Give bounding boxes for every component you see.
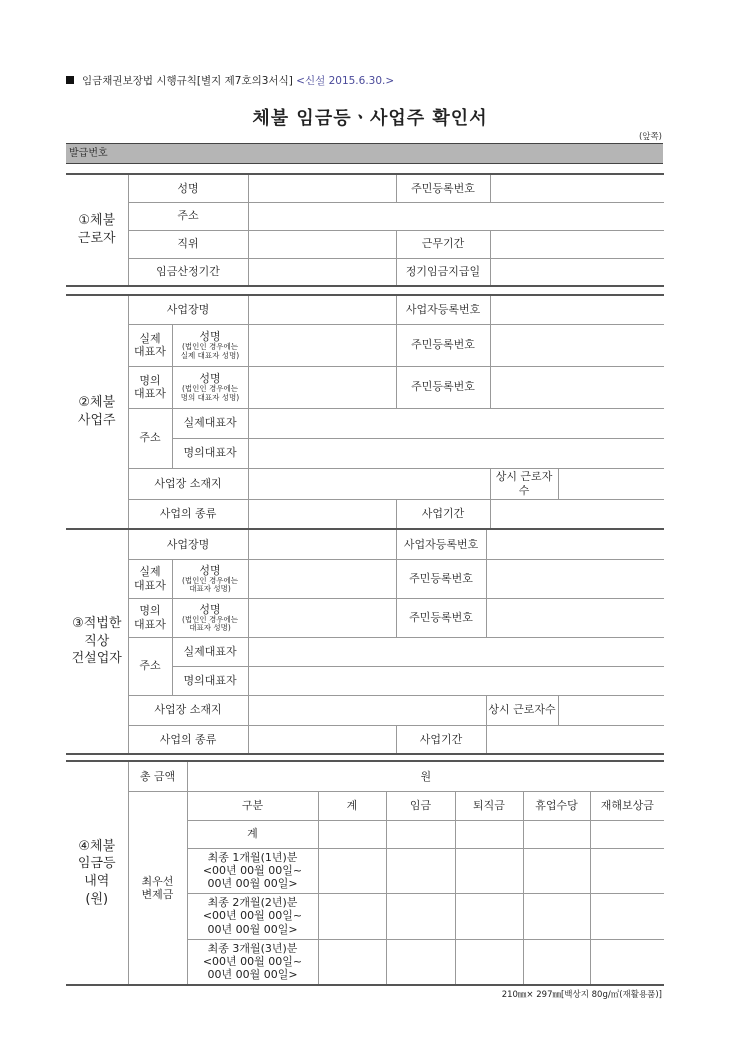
section3-title-c: 건설업자 (71, 651, 122, 667)
contractor-nominal-rep-address-field[interactable] (248, 666, 664, 695)
section-unpaid-wages (66, 760, 664, 986)
cell[interactable] (523, 848, 590, 893)
cell[interactable] (386, 848, 455, 893)
section2-title-a: ②체불 (78, 395, 116, 411)
label-biz-period: 사업기간 (396, 499, 490, 529)
section1-title (66, 174, 128, 286)
section-employer (66, 294, 664, 530)
label-biz-period: 사업기간 (396, 725, 486, 754)
label-biz-type: 사업의 종류 (128, 499, 248, 529)
label-actual-rep (128, 324, 172, 366)
paper-spec: 210㎜× 297㎜[백상지 80g/㎡(재활용품)] (501, 990, 662, 1000)
row2-a: 최종 2개월(2년)분 (207, 896, 298, 910)
col-category: 구분 (187, 791, 318, 820)
label-address: 주소 (128, 408, 172, 468)
nominal-rep-a: 명의 (139, 373, 161, 387)
biz-type-field[interactable] (248, 499, 396, 529)
location-field[interactable] (248, 468, 490, 499)
contractor-nominal-rep-name-field[interactable] (248, 598, 396, 637)
actual-name-label: 성명 (199, 330, 221, 344)
label-actual-rep (128, 559, 172, 598)
label-workers: 상시 근로자수 (486, 695, 558, 725)
nominal-name-label: 성명 (199, 372, 221, 386)
row1-label (187, 848, 318, 893)
contractor-biz-reg-no-field[interactable] (486, 529, 664, 559)
label-name: 성명 (128, 174, 248, 202)
new-note: <신설 2015.6.30.> (296, 75, 395, 87)
cell[interactable] (455, 939, 523, 985)
label-location: 사업장 소재지 (128, 468, 248, 499)
priority-a: 최우선 (141, 874, 174, 888)
cell[interactable] (386, 820, 455, 848)
row1-a: 최종 1개월(1년)분 (207, 850, 298, 864)
workplace-name-field[interactable] (248, 295, 396, 324)
work-period-field[interactable] (490, 230, 664, 258)
section1-title-b: 근로자 (77, 231, 116, 246)
cell[interactable] (318, 939, 386, 985)
contractor-biz-type-field[interactable] (248, 725, 396, 754)
col-leave: 휴업수당 (523, 791, 590, 820)
label-total: 총 금액 (128, 761, 187, 791)
nominal-name-label: 성명 (199, 602, 221, 616)
law-reference-text: 임금채권보장법 시행규칙[별지 제7호의3서식] (82, 75, 293, 87)
section3-title-a: ③적법한 (72, 616, 122, 632)
nominal-rep-id-field[interactable] (490, 366, 664, 408)
label-pay-day: 정기임금지급일 (396, 258, 490, 286)
label-position: 직위 (128, 230, 248, 258)
section-worker (66, 173, 664, 287)
workers-field[interactable] (558, 468, 664, 499)
nominal-rep-b: 대표자 (134, 387, 166, 400)
label-workplace-name: 사업장명 (128, 295, 248, 324)
section4-title-c: 내역 (84, 874, 110, 889)
pay-day-field[interactable] (490, 258, 664, 286)
contractor-location-field[interactable] (248, 695, 486, 725)
cell[interactable] (590, 893, 664, 939)
row2-label (187, 893, 318, 939)
worker-id-field[interactable] (490, 174, 664, 202)
section4-title-d: (원) (85, 891, 109, 907)
actual-note-b: 실제 대표자 성명) (180, 350, 240, 360)
contractor-actual-rep-name-field[interactable] (248, 559, 396, 598)
actual-note-a: (법인인 경우에는 (181, 575, 239, 585)
row3-c: 00년 00월 00일> (207, 968, 298, 982)
label-actual-name (172, 324, 248, 366)
section1-title-a: ①체불 (78, 213, 116, 229)
cell[interactable] (590, 820, 664, 848)
won-unit: 원 (420, 769, 432, 783)
row3-label (187, 939, 318, 985)
front-page-label: (앞쪽) (638, 132, 662, 142)
actual-note-a: (법인인 경우에는 (181, 342, 239, 352)
label-workplace-name: 사업장명 (128, 529, 248, 559)
label-work-period: 근무기간 (396, 230, 490, 258)
label-nominal-rep (128, 598, 172, 637)
label-workers: 상시 근로자수 (490, 468, 558, 499)
contractor-actual-rep-id-field[interactable] (486, 559, 664, 598)
row2-b: <00년 00월 00일~ (202, 909, 303, 923)
cell[interactable] (455, 893, 523, 939)
section2-title (66, 295, 128, 529)
label-address: 주소 (128, 637, 172, 695)
row3-b: <00년 00월 00일~ (202, 955, 303, 969)
label-nominal-rep-address: 명의대표자 (172, 438, 248, 468)
nominal-rep-address-field[interactable] (248, 438, 664, 468)
square-bullet-icon (66, 76, 74, 84)
col-disaster: 재해보상금 (590, 791, 664, 820)
label-nominal-rep (128, 366, 172, 408)
contractor-workers-field[interactable] (558, 695, 664, 725)
label-nominal-name (172, 366, 248, 408)
label-id: 주민등록번호 (396, 174, 490, 202)
row-sum-label: 계 (187, 820, 318, 848)
law-reference (66, 73, 394, 88)
label-actual-rep-address: 실제대표자 (172, 637, 248, 666)
row1-c: 00년 00월 00일> (207, 877, 298, 891)
label-actual-rep-address: 실제대표자 (172, 408, 248, 438)
section4-title (66, 761, 128, 985)
biz-reg-no-field[interactable] (490, 295, 664, 324)
actual-rep-a: 실제 (139, 331, 161, 345)
page-title: 체불 임금등ㆍ사업주 확인서 (252, 108, 488, 129)
calc-period-field[interactable] (248, 258, 396, 286)
actual-rep-a: 실제 (139, 565, 161, 579)
row3-a: 최종 3개월(3년)분 (207, 941, 298, 955)
contractor-biz-period-field[interactable] (486, 725, 664, 754)
actual-rep-id-field[interactable] (490, 324, 664, 366)
cell[interactable] (590, 848, 664, 893)
label-biz-type: 사업의 종류 (128, 725, 248, 754)
actual-rep-address-field[interactable] (248, 408, 664, 438)
section-contractor (66, 528, 664, 755)
nominal-rep-name-field[interactable] (248, 366, 396, 408)
label-nominal-id: 주민등록번호 (396, 598, 486, 637)
row1-b: <00년 00월 00일~ (202, 863, 303, 877)
label-calc-period: 임금산정기간 (128, 258, 248, 286)
contractor-workplace-name-field[interactable] (248, 529, 396, 559)
cell[interactable] (318, 848, 386, 893)
label-biz-reg-no: 사업자등록번호 (396, 295, 490, 324)
col-wage: 임금 (386, 791, 455, 820)
worker-address-field[interactable] (248, 202, 664, 230)
priority-b: 변제금 (141, 887, 174, 901)
label-biz-reg-no: 사업자등록번호 (396, 529, 486, 559)
worker-name-field[interactable] (248, 174, 396, 202)
cell[interactable] (455, 848, 523, 893)
cell[interactable] (318, 893, 386, 939)
section4-title-b: 임금등 (77, 856, 116, 872)
nominal-note-b: 명의 대표자 성명) (180, 392, 240, 402)
nominal-note-a: (법인인 경우에는 (181, 384, 239, 394)
actual-rep-b: 대표자 (134, 578, 166, 592)
nominal-rep-a: 명의 (139, 604, 161, 618)
col-sum: 계 (318, 791, 386, 820)
actual-rep-name-field[interactable] (248, 324, 396, 366)
cell[interactable] (590, 939, 664, 985)
col-severance: 퇴직금 (455, 791, 523, 820)
total-amount-field[interactable] (187, 761, 664, 791)
label-priority (128, 791, 187, 985)
cell[interactable] (523, 893, 590, 939)
label-actual-id: 주민등록번호 (396, 324, 490, 366)
label-location: 사업장 소재지 (128, 695, 248, 725)
actual-name-label: 성명 (199, 563, 221, 577)
label-actual-name (172, 559, 248, 598)
worker-position-field[interactable] (248, 230, 396, 258)
actual-rep-b: 대표자 (134, 345, 166, 358)
biz-period-field[interactable] (490, 499, 664, 529)
cell[interactable] (386, 893, 455, 939)
label-nominal-rep-address: 명의대표자 (172, 666, 248, 695)
label-actual-id: 주민등록번호 (396, 559, 486, 598)
issue-number-field[interactable] (66, 143, 663, 164)
actual-note-b: 대표자 성명) (189, 584, 231, 594)
cell[interactable] (318, 820, 386, 848)
cell[interactable] (523, 939, 590, 985)
label-nominal-id: 주민등록번호 (396, 366, 490, 408)
cell[interactable] (523, 820, 590, 848)
section4-title-a: ④체불 (78, 838, 116, 854)
contractor-actual-rep-address-field[interactable] (248, 637, 664, 666)
contractor-nominal-rep-id-field[interactable] (486, 598, 664, 637)
nominal-note-b: 대표자 성명) (189, 623, 231, 633)
row2-c: 00년 00월 00일> (207, 922, 298, 936)
nominal-rep-b: 대표자 (134, 617, 166, 631)
section3-title-b: 직상 (84, 633, 110, 649)
section2-title-b: 사업주 (77, 413, 116, 428)
section3-title (66, 529, 128, 754)
label-address: 주소 (128, 202, 248, 230)
cell[interactable] (455, 820, 523, 848)
cell[interactable] (386, 939, 455, 985)
issue-number-label: 발급번호 (69, 148, 108, 159)
label-nominal-name (172, 598, 248, 637)
nominal-note-a: (법인인 경우에는 (181, 614, 239, 624)
